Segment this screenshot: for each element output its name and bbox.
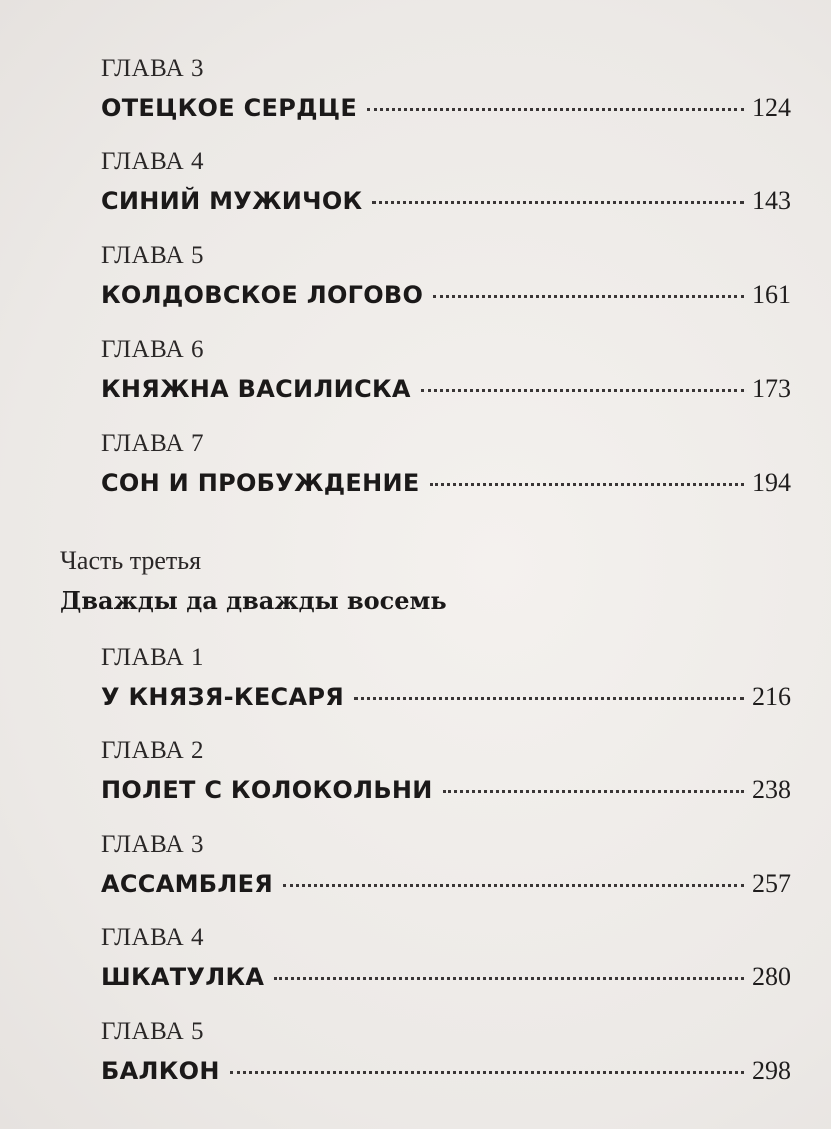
chapter-row (101, 186, 791, 222)
chapter-row (101, 280, 791, 316)
dot-leader (274, 977, 744, 980)
chapter-page-number: 280 (752, 962, 791, 991)
part-title: Дважды да дважды восемь (60, 586, 447, 615)
chapter-title: У КНЯЗЯ-КЕСАРЯ (101, 683, 345, 711)
chapter-row (101, 962, 791, 998)
dot-leader (430, 483, 744, 486)
chapter-label: ГЛАВА 4 (101, 148, 204, 175)
chapter-row (101, 93, 791, 129)
dot-leader (367, 108, 744, 111)
part-label: Часть третья (60, 546, 202, 575)
chapter-row (101, 682, 791, 718)
chapter-title: ОТЕЦКОЕ СЕРДЦЕ (101, 94, 358, 122)
chapter-title: ШКАТУЛКА (101, 963, 265, 991)
chapter-label: ГЛАВА 6 (101, 336, 204, 363)
dot-leader (443, 790, 744, 793)
chapter-page-number: 143 (752, 186, 791, 215)
chapter-label: ГЛАВА 3 (101, 55, 204, 82)
chapter-page-number: 124 (752, 93, 791, 122)
chapter-row (101, 468, 791, 504)
chapter-label: ГЛАВА 5 (101, 1018, 204, 1045)
chapter-row (101, 869, 791, 905)
chapter-label: ГЛАВА 5 (101, 242, 204, 269)
chapter-page-number: 298 (752, 1056, 791, 1085)
dot-leader (421, 389, 744, 392)
chapter-page-number: 216 (752, 682, 791, 711)
dot-leader (230, 1071, 744, 1074)
chapter-label: ГЛАВА 4 (101, 924, 204, 951)
chapter-title: СИНИЙ МУЖИЧОК (101, 187, 363, 215)
chapter-label: ГЛАВА 1 (101, 644, 204, 671)
chapter-title: КОЛДОВСКОЕ ЛОГОВО (101, 281, 424, 309)
chapter-label: ГЛАВА 2 (101, 737, 204, 764)
chapter-title: АССАМБЛЕЯ (101, 870, 274, 898)
chapter-page-number: 161 (752, 280, 791, 309)
chapter-title: СОН И ПРОБУЖДЕНИЕ (101, 469, 420, 497)
chapter-page-number: 238 (752, 775, 791, 804)
chapter-row (101, 1056, 791, 1092)
dot-leader (372, 201, 744, 204)
chapter-label: ГЛАВА 3 (101, 831, 204, 858)
chapter-label: ГЛАВА 7 (101, 430, 204, 457)
chapter-page-number: 173 (752, 374, 791, 403)
dot-leader (433, 295, 744, 298)
chapter-row (101, 775, 791, 811)
chapter-page-number: 257 (752, 869, 791, 898)
dot-leader (283, 884, 744, 887)
chapter-title: КНЯЖНА ВАСИЛИСКА (101, 375, 411, 403)
chapter-page-number: 194 (752, 468, 791, 497)
chapter-row (101, 374, 791, 410)
dot-leader (354, 697, 744, 700)
chapter-title: ПОЛЕТ С КОЛОКОЛЬНИ (101, 776, 433, 804)
chapter-title: БАЛКОН (101, 1057, 220, 1085)
